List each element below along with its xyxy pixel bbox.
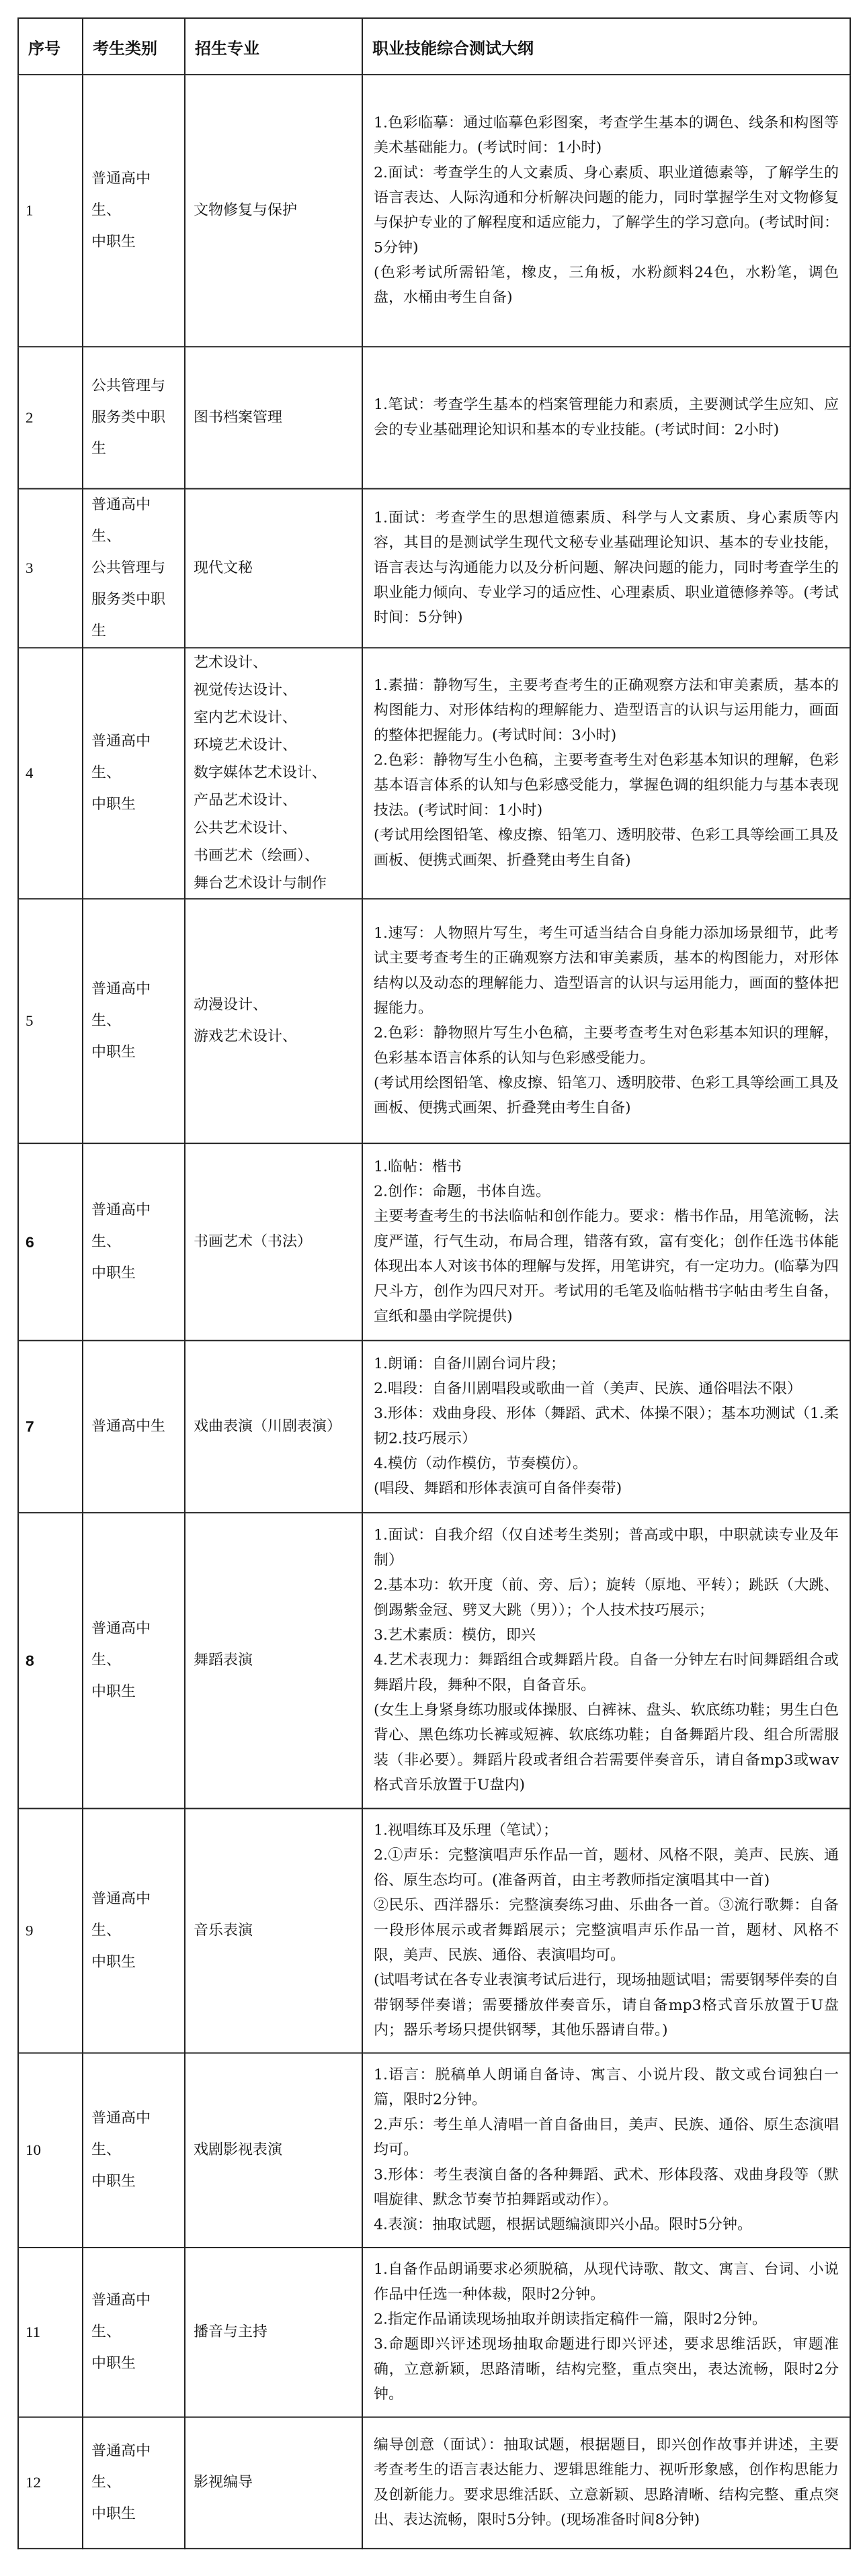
header-row (18, 18, 850, 75)
major-name: 现代文秘 (185, 489, 362, 648)
candidate-category: 普通高中生、 中职生 (83, 648, 185, 899)
row-number: 7 (18, 1341, 83, 1513)
major-name: 影视编导 (185, 2417, 362, 2549)
syllabus-text: 1.朗诵：自备川剧台词片段； 2.唱段：自备川剧唱段或歌曲一首（美声、民族、通俗唱法不限） 3.形体：戏曲身段、形体（舞蹈、武术、体操不限）；基本功测试（1.柔韧2.技巧展示） 4.模仿（动作模仿，节奏模仿）。 (唱段、舞蹈和形体表演可自备伴奏带) (362, 1341, 850, 1513)
header-category: 考生类别 (83, 18, 185, 75)
header-syllabus: 职业技能综合测试大纲 (362, 18, 850, 75)
header-no: 序号 (18, 18, 83, 75)
syllabus-text: 1.临帖：楷书 2.创作：命题，书体自选。 主要考查考生的书法临帖和创作能力。要求：楷书作品，用笔流畅，法度严谨，行气生动，布局合理，错落有致，富有变化；创作任选书体能体现出本人对该书体的理解与发挥，用笔讲究，有一定功力。(临摹为四尺斗方，创作为四尺对开。考试用的毛笔及临帖楷书字帖由考生自备，宣纸和墨由学院提供) (362, 1143, 850, 1341)
candidate-category: 普通高中生、 中职生 (83, 1143, 185, 1341)
syllabus-text: 1.语言：脱稿单人朗诵自备诗、寓言、小说片段、散文或台词独白一篇，限时2分钟。 2.声乐：考生单人清唱一首自备曲目，美声、民族、通俗、原生态演唱均可。 3.形体：考生表演自备的各种舞蹈、武术、形体段落、戏曲身段等（默唱旋律、默念节奏节拍舞蹈或动作）。 4.表演：抽取试题，根据试题编演即兴小品。限时5分钟。 (362, 2053, 850, 2248)
row-number: 10 (18, 2053, 83, 2248)
row-number: 9 (18, 1808, 83, 2053)
syllabus-text: 1.面试：自我介绍（仅自述考生类别；普高或中职，中职就读专业及年制） 2.基本功：软开度（前、旁、后）；旋转（原地、平转）；跳跃（大跳、倒踢紫金冠、劈叉大跳（男））；个人技术技巧展示； 3.艺术素质：模仿，即兴 4.艺术表现力：舞蹈组合或舞蹈片段。自备一分钟左右时间舞蹈组合或舞蹈片段，舞种不限，自备音乐。 (女生上身紧身练功服或体操服、白裤袜、盘头、软底练功鞋；男生白色背心、黑色练功长裤或短裤、软底练功鞋；自备舞蹈片段、组合所需服装（非必要）。舞蹈片段或者组合若需要伴奏音乐，请自备mp3或wav格式音乐放置于U盘内) (362, 1513, 850, 1808)
major-name: 戏剧影视表演 (185, 2053, 362, 2248)
candidate-category: 普通高中生、 中职生 (83, 2417, 185, 2549)
major-name: 舞蹈表演 (185, 1513, 362, 1808)
table-row (18, 2417, 850, 2549)
candidate-category: 普通高中生、 中职生 (83, 2248, 185, 2417)
major-name: 音乐表演 (185, 1808, 362, 2053)
candidate-category: 普通高中生、 中职生 (83, 1513, 185, 1808)
candidate-category: 公共管理与 服务类中职 生 (83, 347, 185, 488)
major-name: 戏曲表演（川剧表演） (185, 1341, 362, 1513)
row-number: 12 (18, 2417, 83, 2549)
major-name: 艺术设计、 视觉传达设计、 室内艺术设计、 环境艺术设计、 数字媒体艺术设计、 产品艺术设计、 公共艺术设计、 书画艺术（绘画）、 舞台艺术设计与制作 (185, 648, 362, 899)
syllabus-text: 1.色彩临摹：通过临摹色彩图案，考查学生基本的调色、线条和构图等美术基础能力。(考试时间：1小时) 2.面试：考查学生的人文素质、身心素质、职业道德素等，了解学生的语言表达、人际沟通和分析解决问题的能力，同时掌握学生对文物修复与保护专业的了解程度和适应能力，了解学生的学习意向。(考试时间：5分钟) (色彩考试所需铅笔，橡皮，三角板，水粉颜料24色，水粉笔，调色盘，水桶由考生自备) (362, 75, 850, 347)
major-name: 书画艺术（书法） (185, 1143, 362, 1341)
syllabus-text: 1.素描：静物写生，主要考查考生的正确观察方法和审美素质，基本的构图能力、对形体结构的理解能力、造型语言的认识与运用能力，画面的整体把握能力。(考试时间：3小时) 2.色彩：静物写生小色稿，主要考查考生对色彩基本知识的理解，色彩基本语言体系的认知与色彩感受能力，掌握色调的组织能力与基本表现技法。(考试时间：1小时) (考试用绘图铅笔、橡皮擦、铅笔刀、透明胶带、色彩工具等绘画工具及画板、便携式画架、折叠凳由考生自备) (362, 648, 850, 899)
row-number: 8 (18, 1513, 83, 1808)
row-number: 4 (18, 648, 83, 899)
row-number: 5 (18, 899, 83, 1143)
table-row (18, 75, 850, 347)
table-row (18, 489, 850, 648)
syllabus-text: 1.笔试：考查学生基本的档案管理能力和素质，主要测试学生应知、应会的专业基础理论知识和基本的专业技能。(考试时间：2小时) (362, 347, 850, 488)
candidate-category: 普通高中生、 公共管理与 服务类中职 生 (83, 489, 185, 648)
row-number: 3 (18, 489, 83, 648)
row-number: 11 (18, 2248, 83, 2417)
table-row (18, 1341, 850, 1513)
candidate-category: 普通高中生 (83, 1341, 185, 1513)
major-name: 图书档案管理 (185, 347, 362, 488)
major-name: 播音与主持 (185, 2248, 362, 2417)
row-number: 2 (18, 347, 83, 488)
major-name: 动漫设计、 游戏艺术设计、 (185, 899, 362, 1143)
candidate-category: 普通高中生、 中职生 (83, 1808, 185, 2053)
candidate-category: 普通高中生、 中职生 (83, 75, 185, 347)
syllabus-text: 1.视唱练耳及乐理（笔试）； 2.①声乐：完整演唱声乐作品一首，题材、风格不限，美声、民族、通俗、原生态均可。(准备两首，由主考教师指定演唱其中一首) ②民乐、西洋器乐：完整演奏练习曲、乐曲各一首。③流行歌舞：自备一段形体展示或者舞蹈展示；完整演唱声乐作品一首，题材、风格不限，美声、民族、通俗、表演唱均可。 (试唱考试在各专业表演考试后进行，现场抽题试唱；需要钢琴伴奏的自带钢琴伴奏谱；需要播放伴奏音乐，请自备mp3格式音乐放置于U盘内；器乐考场只提供钢琴，其他乐器请自带。) (362, 1808, 850, 2053)
table-row (18, 899, 850, 1143)
table-row (18, 648, 850, 899)
table-row (18, 1808, 850, 2053)
candidate-category: 普通高中生、 中职生 (83, 899, 185, 1143)
candidate-category: 普通高中生、 中职生 (83, 2053, 185, 2248)
table-row (18, 2248, 850, 2417)
header-major: 招生专业 (185, 18, 362, 75)
table-row (18, 2053, 850, 2248)
row-number: 6 (18, 1143, 83, 1341)
table-row (18, 347, 850, 488)
table-row (18, 1513, 850, 1808)
table-row (18, 1143, 850, 1341)
syllabus-table (17, 17, 851, 2549)
major-name: 文物修复与保护 (185, 75, 362, 347)
syllabus-text: 1.自备作品朗诵要求必须脱稿，从现代诗歌、散文、寓言、台词、小说作品中任选一种体裁，限时2分钟。 2.指定作品诵读现场抽取并朗读指定稿件一篇，限时2分钟。 3.命题即兴评述现场抽取命题进行即兴评述，要求思维活跃，审题准确，立意新颖，思路清晰，结构完整，重点突出，表达流畅，限时2分钟。 (362, 2248, 850, 2417)
syllabus-text: 1.面试：考查学生的思想道德素质、科学与人文素质、身心素质等内容，其目的是测试学生现代文秘专业基础理论知识、基本的专业技能，语言表达与沟通能力以及分析问题、解决问题的能力，同时考查学生的职业能力倾向、专业学习的适应性、心理素质、职业道德修养等。(考试时间：5分钟) (362, 489, 850, 648)
syllabus-text: 编导创意（面试）：抽取试题，根据题目，即兴创作故事并讲述，主要考查考生的语言表达能力、逻辑思维能力、视听形象感，创作构思能力及创新能力。要求思维活跃、立意新颖、思路清晰、结构完整、重点突出、表达流畅，限时5分钟。(现场准备时间8分钟) (362, 2417, 850, 2549)
syllabus-text: 1.速写：人物照片写生，考生可适当结合自身能力添加场景细节，此考试主要考查考生的正确观察方法和审美素质，基本的构图能力，对形体结构以及动态的理解能力、造型语言的认识与运用能力，画面的整体把握能力。 2.色彩：静物照片写生小色稿，主要考查考生对色彩基本知识的理解，色彩基本语言体系的认知与色彩感受能力。 (考试用绘图铅笔、橡皮擦、铅笔刀、透明胶带、色彩工具等绘画工具及画板、便携式画架、折叠凳由考生自备) (362, 899, 850, 1143)
row-number: 1 (18, 75, 83, 347)
